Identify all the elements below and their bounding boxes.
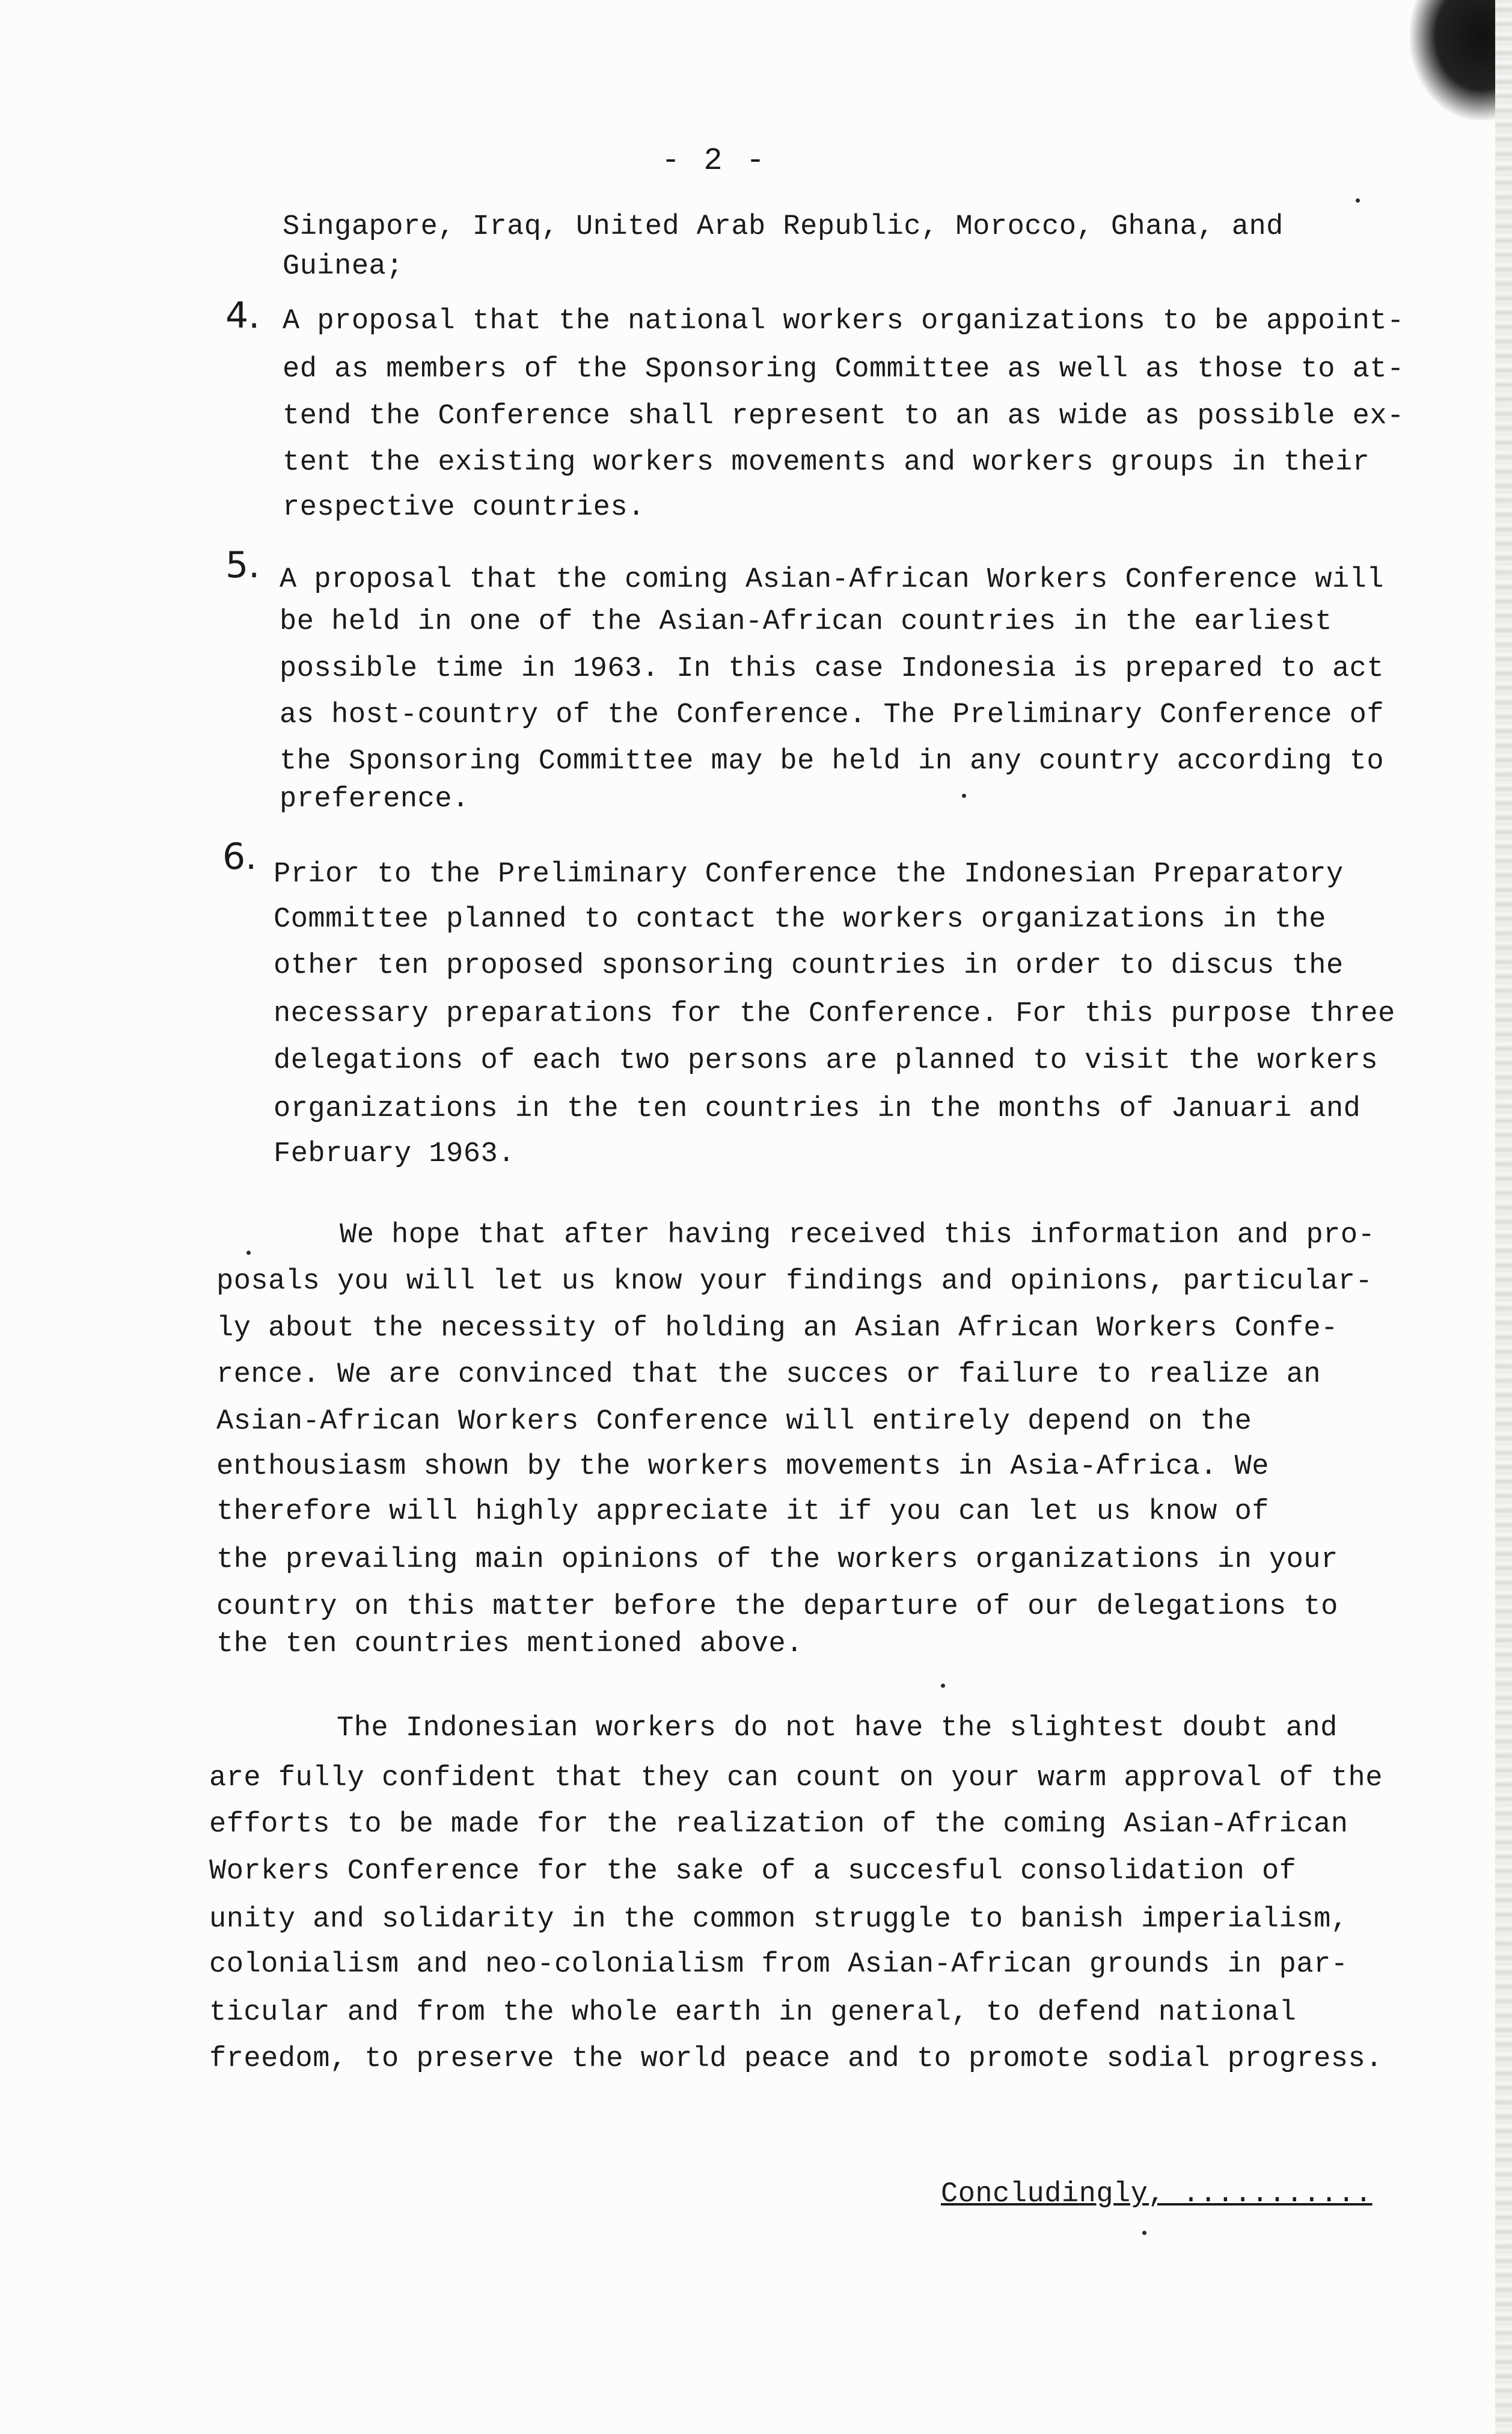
- item-line: be held in one of the Asian-African countries in the earliest: [280, 606, 1332, 638]
- closing-text: Concludingly, ...........: [941, 2178, 1373, 2210]
- page-number: - 2 -: [661, 143, 768, 179]
- speck: [1356, 198, 1360, 203]
- item-line: tend the Conference shall represent to an as wide as possible ex-: [283, 400, 1404, 432]
- paragraph-line: unity and solidarity in the common struggle to banish imperialism,: [209, 1904, 1348, 1936]
- paragraph-line: freedom, to preserve the world peace and to promote sodial progress.: [209, 2043, 1383, 2075]
- paragraph-line: enthousiasm shown by the workers movements in Asia-Africa. We: [216, 1451, 1269, 1483]
- paragraph-line: ly about the necessity of holding an Asian African Workers Confe-: [216, 1313, 1338, 1344]
- speck: [1142, 2231, 1146, 2235]
- paragraph-line: rence. We are convinced that the succes or failure to realize an: [216, 1359, 1321, 1391]
- item-line: tent the existing workers movements and workers groups in their: [283, 447, 1370, 479]
- item-number: 4.: [225, 295, 260, 337]
- item-line: ed as members of the Sponsoring Committee as well as those to at-: [283, 354, 1404, 385]
- item-line: preference.: [280, 783, 470, 815]
- item-line: other ten proposed sponsoring countries in order to discus the: [274, 950, 1344, 982]
- paragraph-line: The Indonesian workers do not have the slightest doubt and: [337, 1712, 1338, 1744]
- paragraph-line: posals you will let us know your findings and opinions, particular-: [216, 1266, 1373, 1298]
- intro-line: Singapore, Iraq, United Arab Republic, Morocco, Ghana, and: [283, 211, 1284, 243]
- paragraph-line: ticular and from the whole earth in general, to defend national: [209, 1997, 1297, 2029]
- item-line: possible time in 1963. In this case Indonesia is prepared to act: [280, 653, 1385, 685]
- item-line: organizations in the ten countries in the months of Januari and: [274, 1093, 1361, 1125]
- paragraph-line: therefore will highly appreciate it if you can let us know of: [216, 1496, 1269, 1528]
- page-edge-shadow: [1495, 0, 1512, 2434]
- paragraph-line: efforts to be made for the realization of the coming Asian-African: [209, 1809, 1348, 1841]
- item-line: as host-country of the Conference. The Preliminary Conference of: [280, 699, 1385, 731]
- item-line: the Sponsoring Committee may be held in any country according to: [280, 746, 1385, 777]
- item-number: 6.: [222, 836, 257, 878]
- item-line: delegations of each two persons are planned to visit the workers: [274, 1045, 1379, 1077]
- paragraph-line: country on this matter before the departure of our delegations to: [216, 1591, 1338, 1623]
- item-number: 5.: [225, 544, 260, 586]
- speck: [246, 1251, 251, 1255]
- item-line: A proposal that the coming Asian-African Workers Conference will: [280, 564, 1385, 596]
- paragraph-line: colonialism and neo-colonialism from Asian-African grounds in par-: [209, 1949, 1348, 1981]
- item-line: necessary preparations for the Conference. For this purpose three: [274, 998, 1395, 1030]
- paragraph-line: We hope that after having received this information and pro-: [340, 1219, 1376, 1251]
- item-line: Prior to the Preliminary Conference the Indonesian Preparatory: [274, 859, 1344, 891]
- paragraph-line: Asian-African Workers Conference will entirely depend on the: [216, 1406, 1252, 1438]
- speck: [962, 794, 966, 798]
- item-line: respective countries.: [283, 492, 645, 524]
- paragraph-line: the ten countries mentioned above.: [216, 1628, 803, 1660]
- item-line: Committee planned to contact the workers organizations in the: [274, 904, 1326, 936]
- item-line: A proposal that the national workers organizations to be appoint-: [283, 305, 1404, 337]
- intro-line: Guinea;: [283, 251, 403, 283]
- item-line: February 1963.: [274, 1138, 515, 1170]
- speck: [941, 1684, 945, 1688]
- paragraph-line: are fully confident that they can count on your warm approval of the: [209, 1762, 1383, 1794]
- paragraph-line: the prevailing main opinions of the workers organizations in your: [216, 1544, 1338, 1576]
- paragraph-line: Workers Conference for the sake of a succesful consolidation of: [209, 1856, 1297, 1887]
